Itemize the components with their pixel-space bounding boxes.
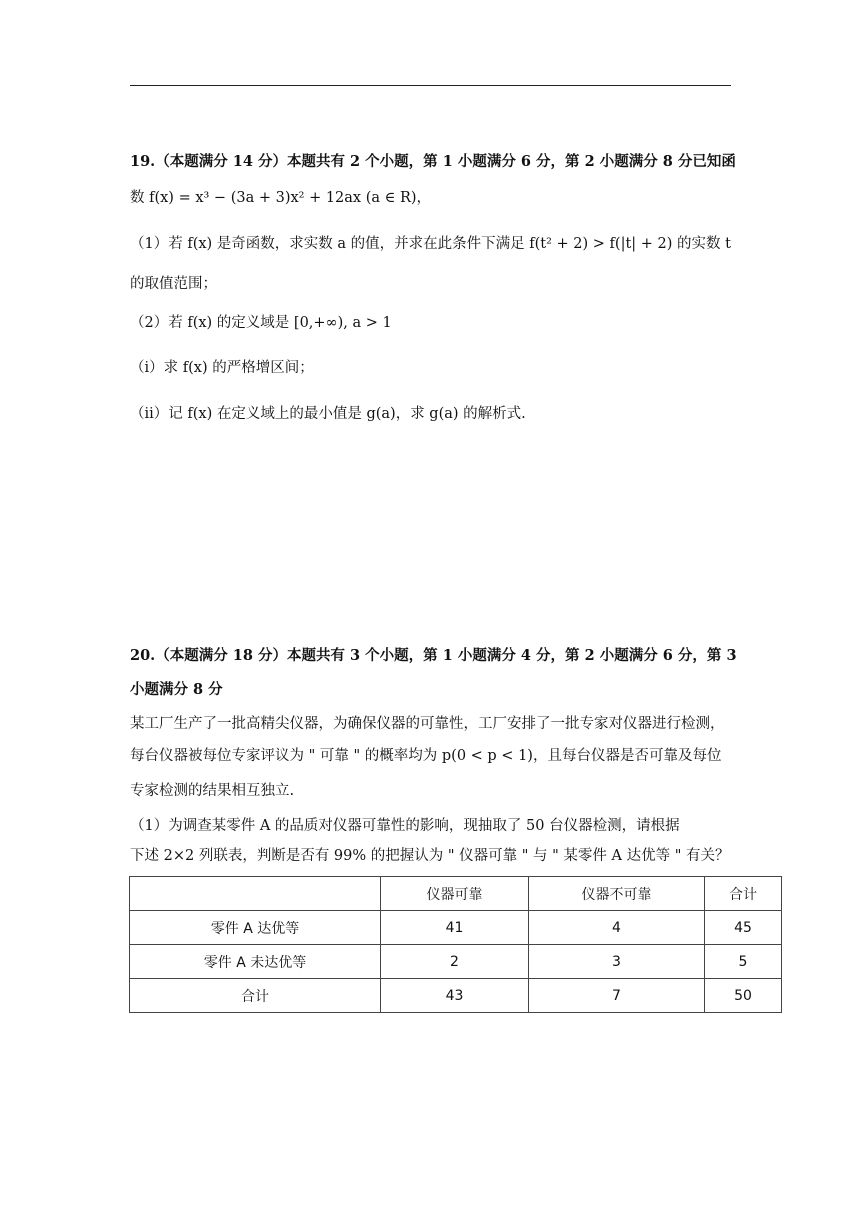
table-cell: 50 [705, 979, 782, 1013]
table-cell: 5 [705, 945, 782, 979]
table-cell: 4 [529, 911, 705, 945]
q20-context-end: 专家检测的结果相互独立. [130, 783, 295, 799]
contingency-table [129, 876, 782, 1013]
q19-part1-continued: 的取值范围； [130, 276, 217, 292]
table-cell: 合计 [130, 979, 381, 1013]
q19-heading: 19.（本题满分 14 分）本题共有 2 个小题，第 1 小题满分 6 分，第 2 小题满分 8 分已知函 [130, 153, 736, 170]
q19-part1: （1）若 f(x) 是奇函数，求实数 a 的值，并求在此条件下满足 f(t² + 2) > f(|t| + 2) 的实数 t [130, 236, 731, 252]
table-cell: 43 [381, 979, 529, 1013]
table-cell: 45 [705, 911, 782, 945]
table-header-cell: 仪器不可靠 [529, 877, 705, 911]
q19-function-definition: 数 f(x) = x³ − (3a + 3)x² + 12ax (a ∈ R)， [130, 190, 432, 206]
q20-part1: （1）为调查某零件 A 的品质对仪器可靠性的影响，现抽取了 50 台仪器检测，请根据 [130, 818, 680, 834]
q20-heading: 20.（本题满分 18 分）本题共有 3 个小题，第 1 小题满分 4 分，第 2 小题满分 6 分，第 3 [130, 647, 737, 664]
table-row [130, 945, 782, 979]
q20-context: 某工厂生产了一批高精尖仪器，为确保仪器的可靠性，工厂安排了一批专家对仪器进行检测， [130, 716, 725, 732]
table-cell: 7 [529, 979, 705, 1013]
q19-part2-ii: （ii）记 f(x) 在定义域上的最小值是 g(a)，求 g(a) 的解析式. [130, 406, 526, 422]
header-rule [130, 85, 731, 86]
table-cell: 零件 A 达优等 [130, 911, 381, 945]
table-header-cell: 合计 [705, 877, 782, 911]
q20-part1-continued: 下述 2×2 列联表，判断是否有 99% 的把握认为 " 仪器可靠 " 与 " 某零件 A 达优等 " 有关？ [130, 848, 730, 864]
table-header-row [130, 877, 782, 911]
table-header-cell: 仪器可靠 [381, 877, 529, 911]
q19-part2-i: （i）求 f(x) 的严格增区间； [130, 360, 314, 376]
table-cell: 41 [381, 911, 529, 945]
q20-context-continued: 每台仪器被每位专家评议为 " 可靠 " 的概率均为 p(0 < p < 1)，且每台仪器是否可靠及每位 [130, 748, 722, 764]
table-cell: 2 [381, 945, 529, 979]
q20-heading-continued: 小题满分 8 分 [130, 681, 223, 698]
table-header-cell [130, 877, 381, 911]
table-cell: 3 [529, 945, 705, 979]
table-row [130, 911, 782, 945]
q19-part2: （2）若 f(x) 的定义域是 [0,+∞), a > 1 [130, 315, 392, 331]
table-cell: 零件 A 未达优等 [130, 945, 381, 979]
table-row [130, 979, 782, 1013]
